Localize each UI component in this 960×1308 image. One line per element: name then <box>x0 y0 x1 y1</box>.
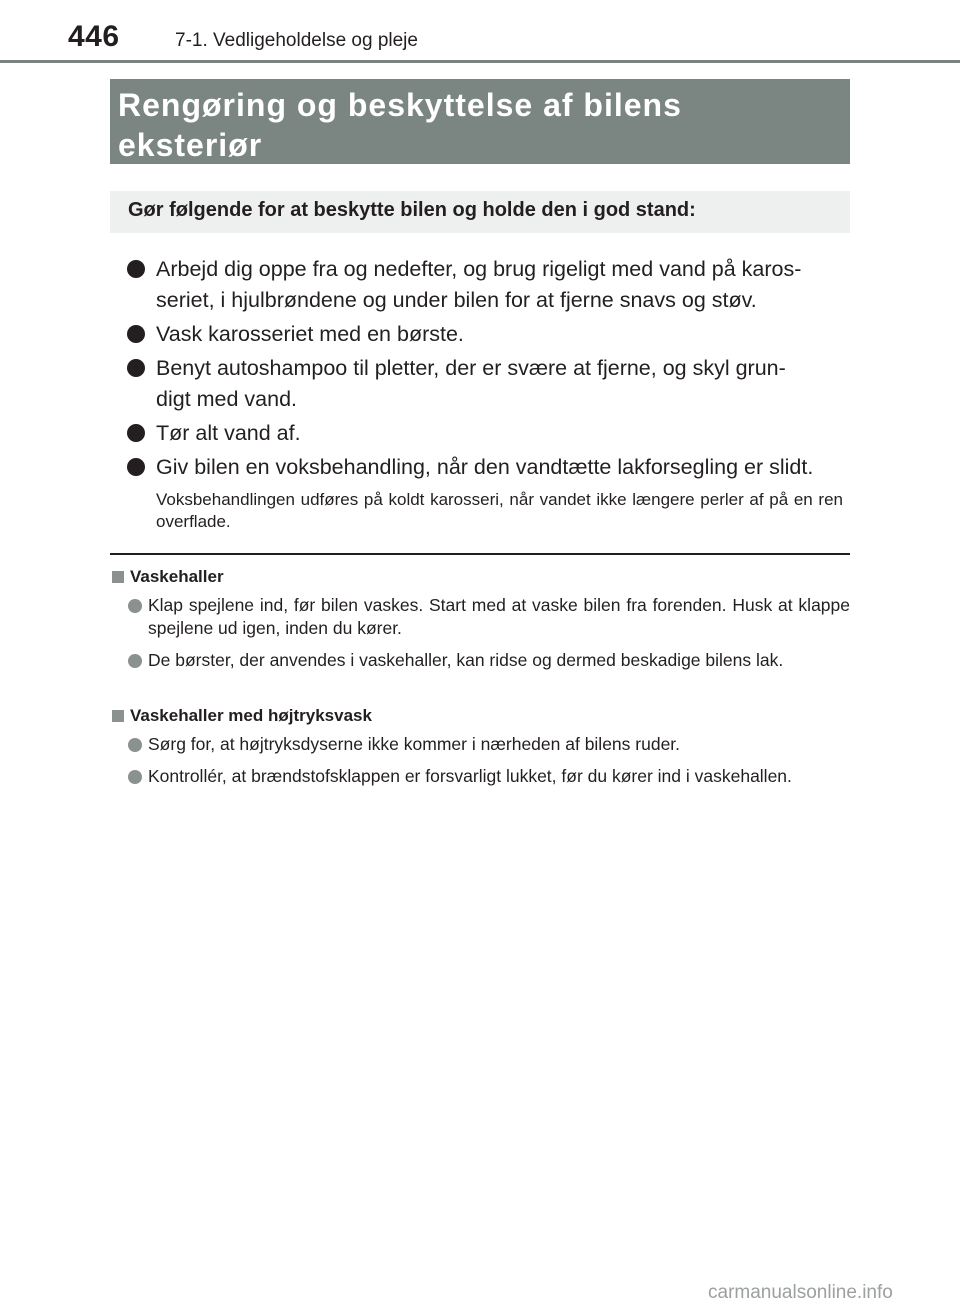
intro-box <box>110 191 850 233</box>
list-item <box>110 594 850 640</box>
page-header <box>0 0 960 62</box>
list-item <box>127 254 849 316</box>
list-item <box>127 319 849 350</box>
square-bullet-icon <box>112 571 124 583</box>
page-title-line2: eksteriør <box>118 127 263 163</box>
page-title <box>118 85 842 165</box>
bullet-icon <box>128 770 142 784</box>
list-item <box>127 353 849 415</box>
main-list <box>127 254 849 486</box>
list-item-text: Vask karosseriet med en børste. <box>156 322 464 346</box>
section-heading-text: Vaskehaller <box>130 567 224 586</box>
section-label: 7-1. Vedligeholdelse og pleje <box>175 30 418 51</box>
section-heading <box>110 705 850 727</box>
bullet-icon <box>128 599 142 613</box>
list-item-text: De børster, der anvendes i vaskehaller, kan ridse og dermed beskadige bilens lak. <box>148 650 784 670</box>
list-item-text: Sørg for, at højtryksdyserne ikke kommer i nærheden af bilens ruder. <box>148 734 681 754</box>
list-item-text: Tør alt vand af. <box>156 421 301 445</box>
bullet-icon <box>128 738 142 752</box>
list-item <box>110 649 850 672</box>
bullet-icon <box>127 424 145 442</box>
bullet-icon <box>127 458 145 476</box>
list-item-text: Kontrollér, at brændstofsklappen er forsvarligt lukket, før du kører ind i vaskehallen. <box>148 766 792 786</box>
list-item-text: seriet, i hjulbrøndene og under bilen for at fjerne snavs og støv. <box>156 288 757 312</box>
section-divider <box>110 553 850 555</box>
list-item-text: Klap spejlene ind, før bilen vaskes. Start med at vaske bilen fra forenden. Husk at klappe spejlene ud igen, inden du kører. <box>148 595 850 638</box>
list-item <box>110 733 850 756</box>
square-bullet-icon <box>112 710 124 722</box>
section-hojtryksvask <box>110 705 850 788</box>
bullet-icon <box>128 654 142 668</box>
intro-text: Gør følgende for at beskytte bilen og holde den i god stand: <box>128 199 696 221</box>
list-item-text: Giv bilen en voksbehandling, når den vandtætte lakforsegling er slidt. <box>156 455 814 479</box>
section-vaskehaller <box>110 566 850 672</box>
header-rule <box>0 60 960 63</box>
title-banner <box>110 79 850 164</box>
list-item-text: Benyt autoshampoo til pletter, der er svære at fjerne, og skyl grun- <box>156 356 786 380</box>
section-heading <box>110 566 850 588</box>
list-item <box>127 418 849 449</box>
watermark: carmanualsonline.info <box>708 1282 893 1303</box>
bullet-icon <box>127 260 145 278</box>
note-text: Voksbehandlingen udføres på koldt karosseri, når vandet ikke længere perler af på en ren overflade. <box>156 490 843 531</box>
page-number: 446 <box>68 20 120 53</box>
bullet-icon <box>127 359 145 377</box>
bullet-icon <box>127 325 145 343</box>
list-item-text: digt med vand. <box>156 387 298 411</box>
list-item <box>127 452 849 483</box>
list-item <box>110 765 850 788</box>
page-title-line1: Rengøring og beskyttelse af bilens <box>118 87 682 123</box>
section-heading-text: Vaskehaller med højtryksvask <box>130 706 372 725</box>
list-item-text: Arbejd dig oppe fra og nedefter, og brug rigeligt med vand på karos- <box>156 257 802 281</box>
